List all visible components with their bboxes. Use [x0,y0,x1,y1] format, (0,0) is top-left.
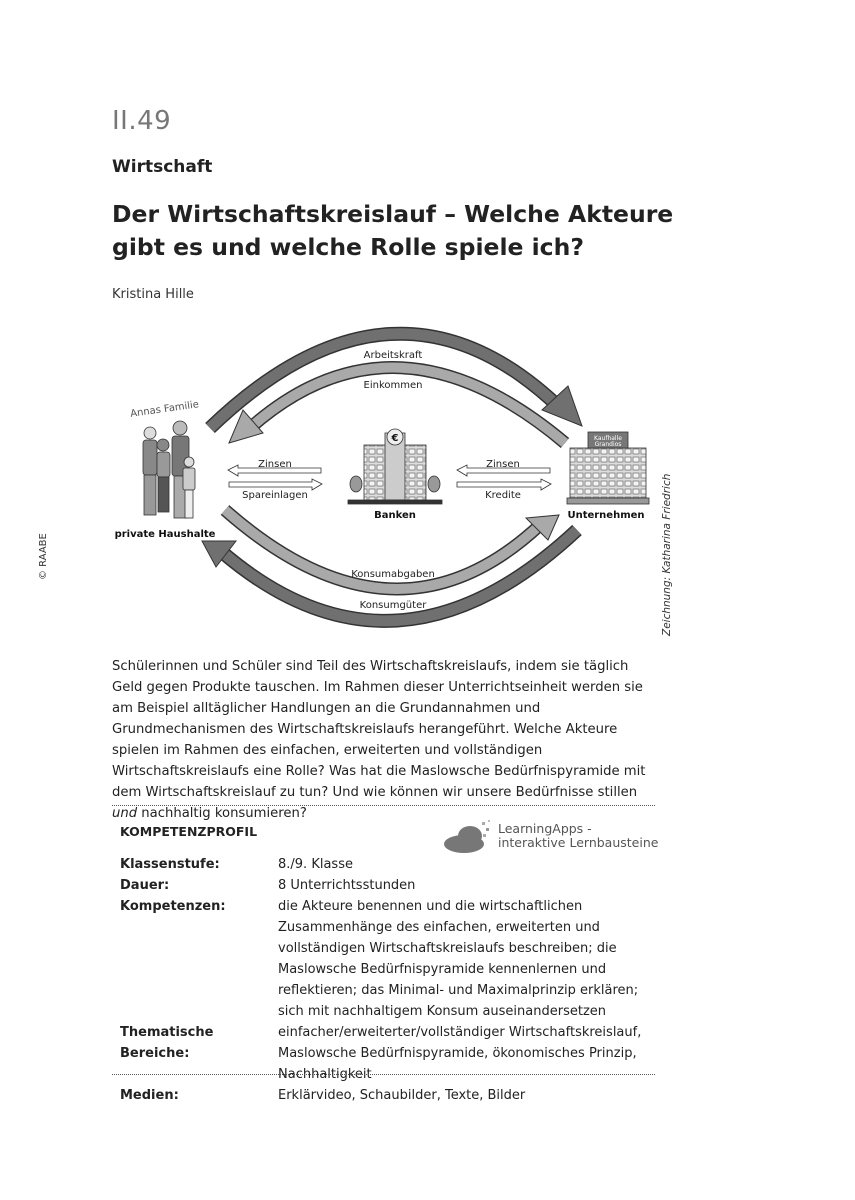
profile-row [120,875,660,896]
author: Kristina Hille [112,287,194,302]
profile-row [120,896,660,1022]
row-value: die Akteure benennen und die wirtschaftlichen Zusammenhänge des einfachen, erweiterten und vollständigen Wirtschaftskreislaufs beschreiben; die Maslowsche Bedürfnispyramide kennenlernen und reflektieren; das Minimal- und Maximalprinzip erklären; sich mit nachhaltigem Konsum auseinandersetzen [278,899,639,1019]
label-einkommen: Einkommen [363,380,423,391]
label-zinsen-right: Zinsen [486,459,520,470]
row-key: Klassenstufe: [120,857,220,872]
intro-text-end: nachhaltig konsumieren? [137,806,307,821]
row-key: Medien: [120,1088,179,1103]
profile-row [120,1085,660,1106]
row-value: Erklärvideo, Schaubilder, Texte, Bilder [278,1088,526,1103]
page-title: Der Wirtschaftskreislauf – Welche Akteure gibt es und welche Rolle spiele ich? [112,200,674,261]
arrow-spareinlagen [229,479,322,490]
logo-line2: interaktive Lernbausteine [498,835,659,850]
euro-sign: € [391,433,399,444]
row-key: Kompetenzen: [120,899,226,914]
divider-top [112,805,655,806]
family-illustration [143,421,195,518]
store-sign-line2: Grandios [594,441,622,448]
label-kredite: Kredite [485,490,521,501]
row-value: einfacher/erweiterter/vollständiger Wirtschaftskreislauf, Maslowsche Bedürfnispyramide, ökonomisches Prinzip, Nachhaltigkeit [278,1025,642,1082]
label-private-haushalte: private Haushalte [114,529,216,540]
arrow-kredite [457,479,551,490]
illustration-credit: Zeichnung: Katharina Friedrich [661,473,673,636]
profile-heading: KOMPETENZPROFIL [120,824,258,839]
divider-bottom [112,1074,655,1075]
competence-profile [120,821,660,1106]
label-arbeitskraft: Arbeitskraft [363,350,423,361]
intro-text: Schülerinnen und Schüler sind Teil des Wirtschaftskreislaufs, indem sie täglich Geld gegen Produkte tauschen. Im Rahmen dieser Unterrichtseinheit werden sie am Beispiel alltäglicher Handlungen an die Grundannahmen und Grundmechanismen des Wirtschaftskreislaufs herangeführt. Welche Akteure spielen im Rahmen des einfachen, erweiterten und vollständigen Wirtschaftskreislaufs eine Rolle? Was hat die Maslowsche Bedürfnispyramide mit dem Wirtschaftskreislauf zu tun? Und wie können wir unsere Bedürfnisse stillen [112,659,646,800]
copyright-note: © RAABE [38,533,49,580]
row-value: 8 Unterrichtsstunden [278,878,416,893]
row-value: 8./9. Klasse [278,857,353,872]
profile-row [120,1022,660,1085]
subject-label: Wirtschaft [112,157,213,177]
label-annas-familie: Annas Familie [129,399,200,420]
label-konsumgueter: Konsumgüter [359,600,427,611]
store-sign-line1: Kaufhalle [594,435,622,442]
intro-paragraph [112,656,662,824]
label-zinsen-left: Zinsen [258,459,292,470]
row-key: Dauer: [120,878,170,893]
row-key: Thematische Bereiche: [120,1025,214,1061]
label-spareinlagen: Spareinlagen [242,490,308,501]
profile-row [120,854,660,875]
logo-line1: LearningApps - [498,821,592,836]
unit-code: II.49 [112,106,172,136]
label-banken: Banken [374,510,416,521]
label-unternehmen: Unternehmen [567,510,645,521]
intro-emphasis: und [112,806,138,821]
label-konsumabgaben: Konsumabgaben [351,569,435,580]
